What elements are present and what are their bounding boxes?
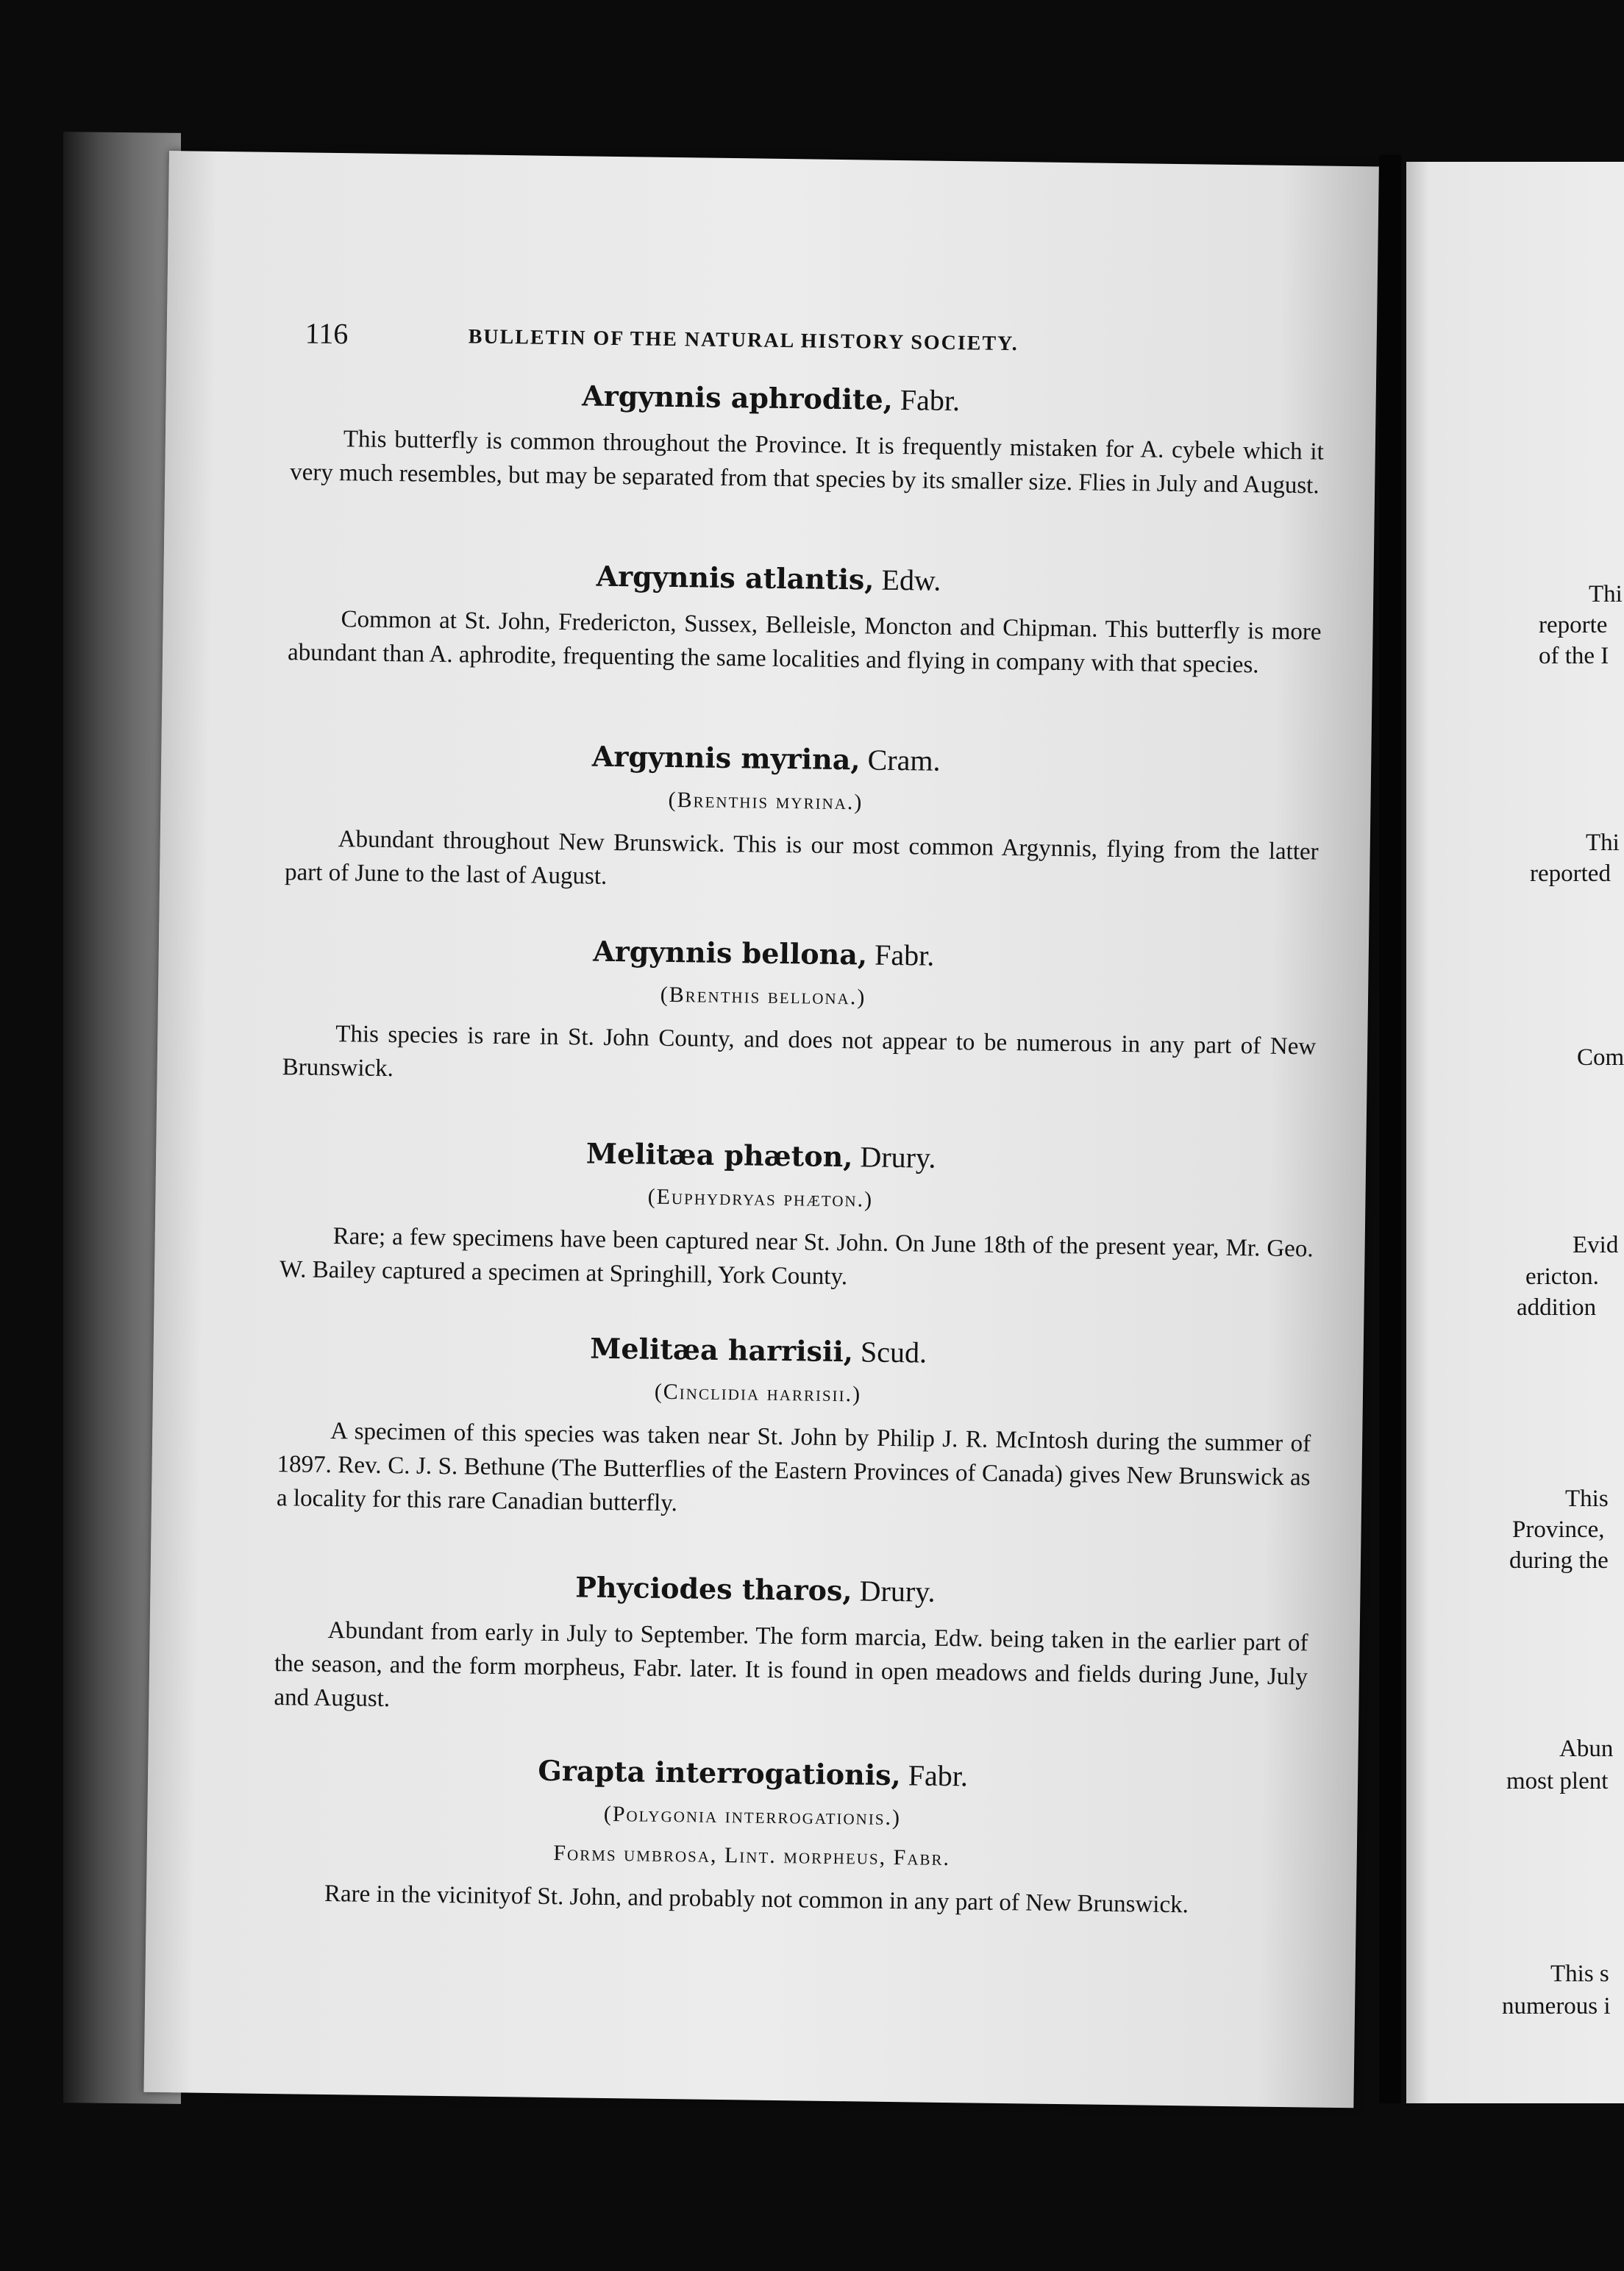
right-page-text: This s [1550,1961,1609,1987]
page-number: 116 [304,316,349,351]
species-synonym: (Brenthis bellona.) [660,982,866,1010]
right-page-text: during the [1509,1547,1609,1574]
species-author: Cram. [867,743,941,777]
species-entry [165,371,1376,504]
book-gutter [1379,154,1401,2103]
species-description: Abundant throughout New Brunswick. This is our most common Argynnis, flying from the latter part of June to the last of August. [284,826,1319,890]
species-name: Grapta interrogationis, [538,1753,902,1792]
species-heading [163,552,1374,606]
species-synonym: (Euphydryas phæton.) [647,1184,874,1212]
species-heading [148,1747,1358,1801]
species-synonym: (Cinclidia harrisii.) [654,1379,862,1407]
species-heading [161,732,1372,786]
species-description: Common at St. John, Fredericton, Sussex, Belleisle, Moncton and Chipman. This butterfly is more abundant than A. aphrodite, frequenting the same localities and flying in company with that species. [287,606,1322,679]
right-page [1406,162,1624,2103]
right-page-text: ericton. [1525,1263,1599,1290]
species-author: Fabr. [874,938,935,972]
species-author: Fabr. [908,1758,969,1793]
right-page-text: addition [1517,1294,1597,1321]
right-page-text: of the I [1539,643,1609,669]
species-name: Melitæa harrisii, [590,1331,854,1369]
species-author: Drury. [860,1140,936,1174]
species-entry [163,552,1374,684]
right-page-text: This [1565,1486,1609,1512]
species-description: Abundant from early in July to September. The form marcia, Edw. being taken in the earlier part of the season, and the form morpheus, Fabr. later. It is found in open meadows and fields during June, July and August. [274,1616,1308,1713]
right-page-text: Thi [1586,830,1620,856]
species-description: Rare in the vicinityof St. John, and probably not common in any part of New Brunswick. [324,1880,1189,1919]
species-name: Argynnis bellona, [592,934,868,971]
species-name: Phyciodes tharos, [575,1570,852,1608]
species-forms: Forms umbrosa, Lint. morpheus, Fabr. [553,1841,951,1871]
species-author: Edw. [881,563,941,597]
right-page-text: Evid [1573,1232,1619,1258]
species-name: Argynnis myrina, [591,739,861,777]
species-heading [150,1563,1361,1617]
species-name: Melitæa phæton, [585,1136,853,1174]
species-entry [157,927,1369,1099]
species-entry [152,1324,1364,1530]
species-author: Drury. [859,1574,936,1608]
species-name: Argynnis atlantis, [596,559,875,596]
species-author: Fabr. [900,383,961,418]
right-page-text: Thi [1589,581,1623,607]
species-description: This species is rare in St. John County, and does not appear to be numerous in any part of New Brunswick. [282,1021,1317,1083]
species-synonym: (Brenthis myrina.) [668,787,863,815]
right-page-text: numerous i [1502,1993,1611,2019]
right-page-text: most plent [1506,1768,1609,1794]
species-description: This butterfly is common throughout the Province. It is frequently mistaken for A. cybele which it very much resembles, but may be separated from that species by its smaller size. Flies in July and August. [290,426,1325,499]
species-heading [156,1129,1367,1183]
species-heading [159,927,1370,981]
right-page-text: Abun [1559,1736,1614,1762]
species-description: A specimen of this species was taken near St. John by Philip J. R. McIntosh during the summer of 1897. Rev. C. J. S. Bethune (The Butterflies of the Eastern Provinces of Canada) gives New Brunswick as a locality for this rare Canadian butterfly. [276,1418,1311,1517]
running-head: BULLETIN OF THE NATURAL HISTORY SOCIETY. [468,325,1019,356]
right-page-text: reported [1530,860,1611,887]
page-header [166,314,1377,374]
species-name: Argynnis aphrodite, [582,379,894,416]
species-entry [160,732,1372,904]
species-entry [154,1129,1367,1301]
right-page-text: reporte [1539,612,1608,638]
species-entry [149,1563,1361,1729]
species-entry [146,1747,1358,1925]
right-page-text: Com [1577,1044,1624,1071]
species-heading [153,1324,1364,1378]
species-heading [165,371,1376,426]
species-synonym: (Polygonia interrogationis.) [603,1801,902,1830]
species-description: Rare; a few specimens have been captured near St. John. On June 18th of the present year, Mr. Geo. W. Bailey captured a specimen at Springhill, York County. [279,1223,1314,1291]
right-page-text: Province, [1512,1516,1605,1543]
species-author: Scud. [860,1335,927,1369]
left-page [143,151,1378,2108]
